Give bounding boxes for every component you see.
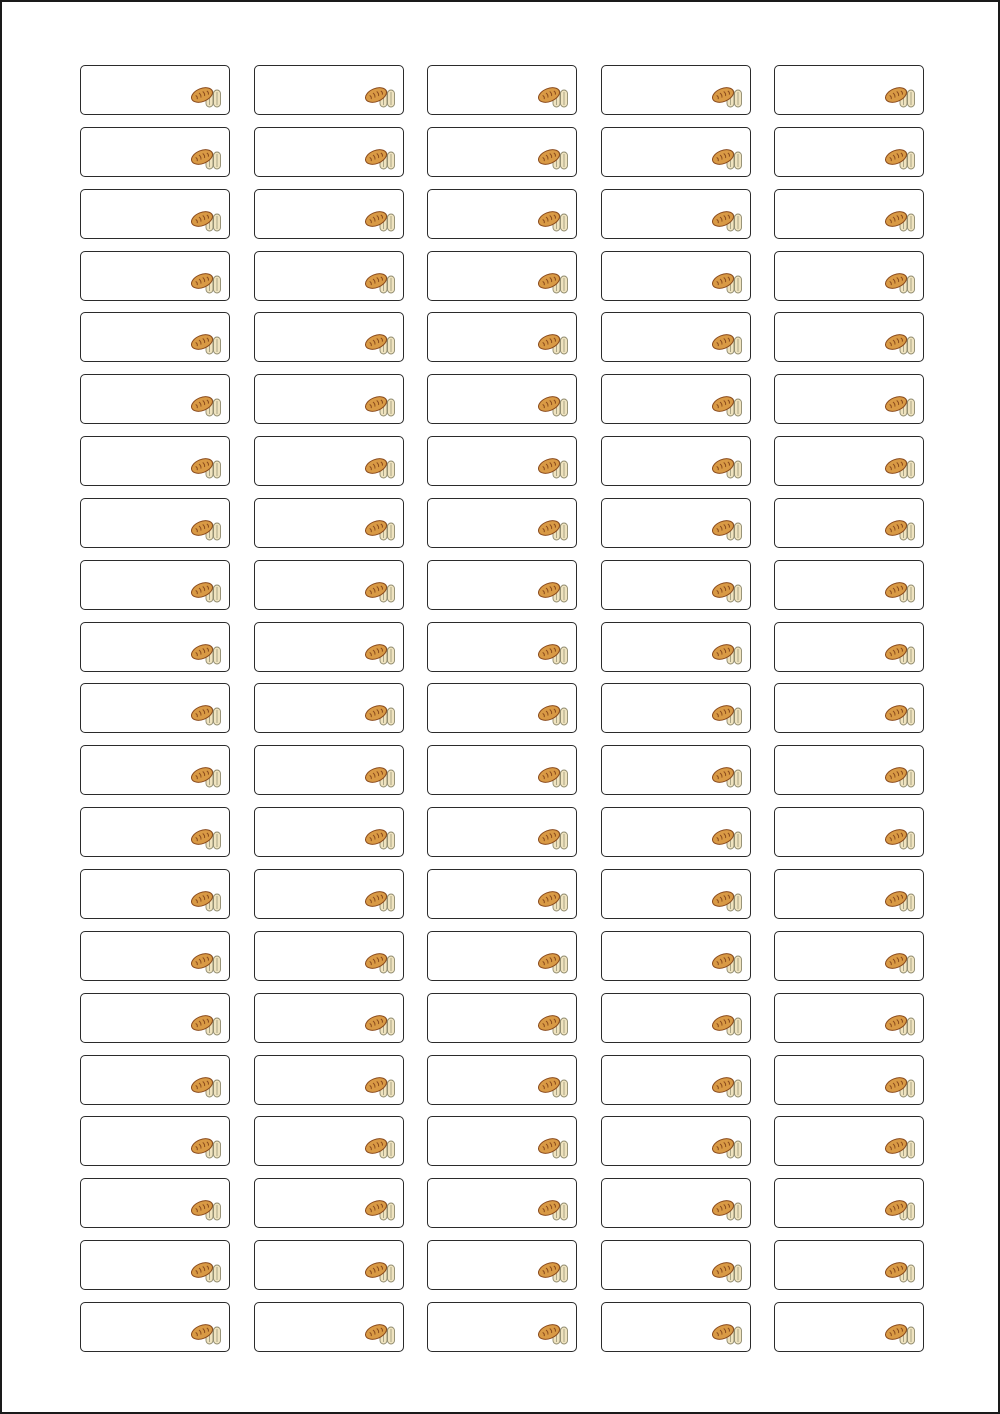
bread-icon xyxy=(711,826,745,850)
bread-icon xyxy=(711,579,745,603)
label[interactable] xyxy=(774,189,924,239)
label[interactable] xyxy=(427,869,577,919)
bread-icon xyxy=(711,1074,745,1098)
bread-icon xyxy=(190,146,224,170)
bread-icon xyxy=(884,1259,918,1283)
bread-icon xyxy=(537,84,571,108)
bread-icon xyxy=(711,1197,745,1221)
bread-icon xyxy=(537,641,571,665)
label[interactable] xyxy=(254,1178,404,1228)
bread-icon xyxy=(711,331,745,355)
label[interactable] xyxy=(774,65,924,115)
label[interactable] xyxy=(774,1116,924,1166)
bread-icon xyxy=(884,950,918,974)
label[interactable] xyxy=(80,807,230,857)
bread-icon xyxy=(364,1259,398,1283)
bread-icon xyxy=(884,84,918,108)
label[interactable] xyxy=(601,869,751,919)
label[interactable] xyxy=(774,622,924,672)
bread-icon xyxy=(364,1321,398,1345)
label[interactable] xyxy=(427,993,577,1043)
bread-icon xyxy=(884,331,918,355)
bread-icon xyxy=(190,84,224,108)
bread-icon xyxy=(884,517,918,541)
label[interactable] xyxy=(427,1116,577,1166)
label[interactable] xyxy=(774,1055,924,1105)
label[interactable] xyxy=(254,745,404,795)
label[interactable] xyxy=(427,127,577,177)
label[interactable] xyxy=(774,1178,924,1228)
bread-icon xyxy=(884,455,918,479)
bread-icon xyxy=(884,146,918,170)
label[interactable] xyxy=(774,127,924,177)
label[interactable] xyxy=(601,1116,751,1166)
label[interactable] xyxy=(601,993,751,1043)
bread-icon xyxy=(364,146,398,170)
label[interactable] xyxy=(601,931,751,981)
label[interactable] xyxy=(427,745,577,795)
bread-icon xyxy=(364,641,398,665)
bread-icon xyxy=(537,1135,571,1159)
label[interactable] xyxy=(427,683,577,733)
label[interactable] xyxy=(427,1055,577,1105)
label[interactable] xyxy=(774,1302,924,1352)
bread-icon xyxy=(364,393,398,417)
label[interactable] xyxy=(601,622,751,672)
label[interactable] xyxy=(254,189,404,239)
bread-icon xyxy=(364,208,398,232)
label[interactable] xyxy=(601,683,751,733)
bread-icon xyxy=(364,455,398,479)
bread-icon xyxy=(537,950,571,974)
label[interactable] xyxy=(80,1178,230,1228)
label[interactable] xyxy=(427,436,577,486)
bread-icon xyxy=(364,1074,398,1098)
label[interactable] xyxy=(774,931,924,981)
bread-icon xyxy=(711,270,745,294)
bread-icon xyxy=(711,517,745,541)
bread-icon xyxy=(884,393,918,417)
bread-icon xyxy=(190,393,224,417)
bread-icon xyxy=(190,331,224,355)
label[interactable] xyxy=(80,560,230,610)
bread-icon xyxy=(884,1197,918,1221)
label[interactable] xyxy=(427,498,577,548)
bread-icon xyxy=(537,888,571,912)
label[interactable] xyxy=(80,1116,230,1166)
bread-icon xyxy=(190,208,224,232)
bread-icon xyxy=(884,764,918,788)
label[interactable] xyxy=(774,374,924,424)
bread-icon xyxy=(190,641,224,665)
label[interactable] xyxy=(254,251,404,301)
bread-icon xyxy=(190,1135,224,1159)
bread-icon xyxy=(537,1259,571,1283)
label[interactable] xyxy=(774,683,924,733)
label[interactable] xyxy=(601,127,751,177)
bread-icon xyxy=(711,1259,745,1283)
bread-icon xyxy=(364,702,398,726)
label[interactable] xyxy=(601,374,751,424)
label[interactable] xyxy=(774,807,924,857)
bread-icon xyxy=(711,702,745,726)
label[interactable] xyxy=(427,189,577,239)
bread-icon xyxy=(364,579,398,603)
bread-icon xyxy=(884,579,918,603)
label[interactable] xyxy=(427,931,577,981)
label[interactable] xyxy=(80,374,230,424)
label[interactable] xyxy=(601,189,751,239)
label[interactable] xyxy=(601,436,751,486)
label[interactable] xyxy=(254,869,404,919)
label[interactable] xyxy=(80,1240,230,1290)
bread-icon xyxy=(190,1259,224,1283)
bread-icon xyxy=(711,1012,745,1036)
label[interactable] xyxy=(601,560,751,610)
label[interactable] xyxy=(254,931,404,981)
bread-icon xyxy=(190,702,224,726)
bread-icon xyxy=(537,208,571,232)
label[interactable] xyxy=(254,312,404,362)
label[interactable] xyxy=(427,1178,577,1228)
bread-icon xyxy=(537,702,571,726)
label[interactable] xyxy=(427,560,577,610)
bread-icon xyxy=(537,826,571,850)
label[interactable] xyxy=(254,1302,404,1352)
bread-icon xyxy=(537,146,571,170)
bread-icon xyxy=(537,455,571,479)
label[interactable] xyxy=(80,251,230,301)
bread-icon xyxy=(190,270,224,294)
bread-icon xyxy=(884,1074,918,1098)
label[interactable] xyxy=(601,1055,751,1105)
bread-icon xyxy=(884,826,918,850)
bread-icon xyxy=(884,702,918,726)
label[interactable] xyxy=(774,745,924,795)
bread-icon xyxy=(711,455,745,479)
bread-icon xyxy=(884,208,918,232)
label[interactable] xyxy=(427,312,577,362)
bread-icon xyxy=(537,517,571,541)
bread-icon xyxy=(190,517,224,541)
bread-icon xyxy=(364,331,398,355)
bread-icon xyxy=(190,950,224,974)
label[interactable] xyxy=(254,683,404,733)
bread-icon xyxy=(537,1074,571,1098)
bread-icon xyxy=(364,517,398,541)
bread-icon xyxy=(190,579,224,603)
bread-icon xyxy=(364,84,398,108)
label[interactable] xyxy=(601,1178,751,1228)
label[interactable] xyxy=(774,560,924,610)
bread-icon xyxy=(190,888,224,912)
bread-icon xyxy=(190,1074,224,1098)
bread-icon xyxy=(537,579,571,603)
label[interactable] xyxy=(601,745,751,795)
label[interactable] xyxy=(774,1240,924,1290)
bread-icon xyxy=(364,888,398,912)
label[interactable] xyxy=(80,993,230,1043)
bread-icon xyxy=(190,826,224,850)
label[interactable] xyxy=(254,993,404,1043)
label[interactable] xyxy=(254,498,404,548)
bread-icon xyxy=(537,1012,571,1036)
bread-icon xyxy=(364,1012,398,1036)
bread-icon xyxy=(364,826,398,850)
label[interactable] xyxy=(254,1116,404,1166)
label[interactable] xyxy=(601,498,751,548)
bread-icon xyxy=(711,1135,745,1159)
label[interactable] xyxy=(774,498,924,548)
label[interactable] xyxy=(80,1055,230,1105)
label[interactable] xyxy=(254,1055,404,1105)
label[interactable] xyxy=(80,622,230,672)
bread-icon xyxy=(364,270,398,294)
bread-icon xyxy=(711,950,745,974)
label[interactable] xyxy=(254,65,404,115)
label[interactable] xyxy=(80,683,230,733)
label[interactable] xyxy=(80,436,230,486)
bread-icon xyxy=(884,1012,918,1036)
label[interactable] xyxy=(601,1302,751,1352)
label[interactable] xyxy=(254,622,404,672)
label[interactable] xyxy=(80,1302,230,1352)
bread-icon xyxy=(884,1135,918,1159)
bread-icon xyxy=(190,1197,224,1221)
bread-icon xyxy=(190,455,224,479)
bread-icon xyxy=(364,764,398,788)
label[interactable] xyxy=(774,869,924,919)
label[interactable] xyxy=(601,807,751,857)
label[interactable] xyxy=(254,374,404,424)
label[interactable] xyxy=(601,312,751,362)
bread-icon xyxy=(537,1321,571,1345)
label[interactable] xyxy=(427,1240,577,1290)
label[interactable] xyxy=(80,745,230,795)
label[interactable] xyxy=(80,498,230,548)
label[interactable] xyxy=(254,1240,404,1290)
bread-icon xyxy=(190,764,224,788)
label[interactable] xyxy=(774,251,924,301)
bread-icon xyxy=(711,888,745,912)
label[interactable] xyxy=(254,436,404,486)
bread-icon xyxy=(364,1197,398,1221)
label[interactable] xyxy=(80,127,230,177)
label[interactable] xyxy=(774,312,924,362)
bread-icon xyxy=(537,270,571,294)
label[interactable] xyxy=(427,65,577,115)
label[interactable] xyxy=(254,127,404,177)
bread-icon xyxy=(711,1321,745,1345)
bread-icon xyxy=(364,1135,398,1159)
label[interactable] xyxy=(80,931,230,981)
bread-icon xyxy=(884,888,918,912)
label[interactable] xyxy=(427,807,577,857)
label[interactable] xyxy=(80,869,230,919)
bread-icon xyxy=(537,331,571,355)
bread-icon xyxy=(190,1012,224,1036)
bread-icon xyxy=(884,641,918,665)
bread-icon xyxy=(190,1321,224,1345)
label[interactable] xyxy=(80,189,230,239)
bread-icon xyxy=(537,393,571,417)
bread-icon xyxy=(711,764,745,788)
label[interactable] xyxy=(254,807,404,857)
label[interactable] xyxy=(601,1240,751,1290)
bread-icon xyxy=(711,393,745,417)
label[interactable] xyxy=(427,622,577,672)
bread-icon xyxy=(711,641,745,665)
label[interactable] xyxy=(774,436,924,486)
label[interactable] xyxy=(427,374,577,424)
bread-icon xyxy=(537,1197,571,1221)
label[interactable] xyxy=(427,1302,577,1352)
label[interactable] xyxy=(601,251,751,301)
bread-icon xyxy=(711,208,745,232)
label[interactable] xyxy=(601,65,751,115)
label-grid xyxy=(80,65,924,1352)
label[interactable] xyxy=(80,65,230,115)
bread-icon xyxy=(884,270,918,294)
bread-icon xyxy=(364,950,398,974)
label[interactable] xyxy=(427,251,577,301)
bread-icon xyxy=(711,146,745,170)
bread-icon xyxy=(884,1321,918,1345)
label[interactable] xyxy=(80,312,230,362)
label[interactable] xyxy=(254,560,404,610)
label[interactable] xyxy=(774,993,924,1043)
bread-icon xyxy=(537,764,571,788)
bread-icon xyxy=(711,84,745,108)
